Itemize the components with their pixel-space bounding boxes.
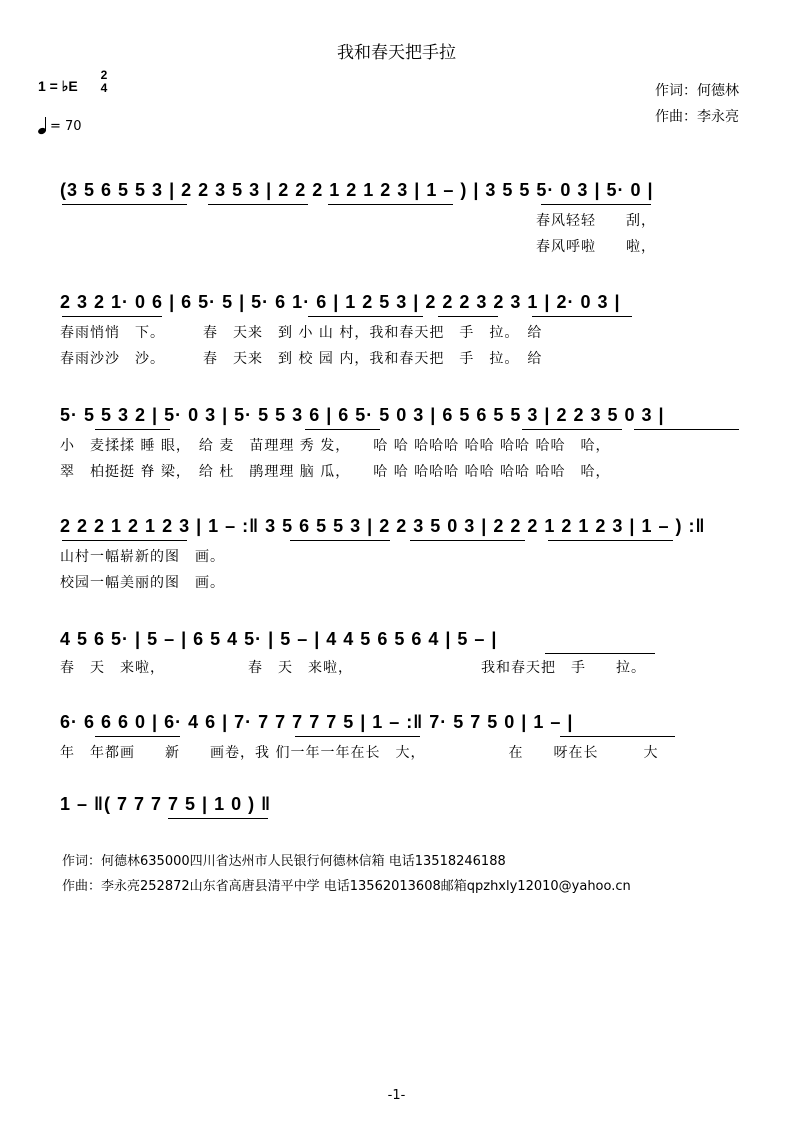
lyric-verse-1: 春雨悄悄 下。 春 天来 到 小 山 村，我和春天把 手 拉。 给 — [60, 325, 543, 341]
beam — [541, 204, 651, 205]
time-signature — [98, 69, 110, 95]
notation-line-2: 2 3 2 1· 0 6 | 6 5· 5 | 5· 6 1· 6 | 1 2 5 3 | 2 2 2 3 2 3 1 | 2· 0 3 | — [60, 292, 621, 312]
beam — [545, 653, 655, 654]
notation-line-6: 6· 6 6 6 0 | 6· 4 6 | 7· 7 7 7 7 7 5 | 1 – :‖ 7· 5 7 5 0 | 1 – | — [60, 712, 574, 732]
beam — [208, 204, 308, 205]
lyric-verse-2: 春风呼啦 啦， — [536, 239, 656, 255]
page-number: -1- — [387, 1088, 406, 1103]
beam — [560, 736, 675, 737]
notation-line-7: 1 – ‖( 7 7 7 7 5 | 1 0 ) ‖ — [60, 794, 272, 814]
beam — [168, 818, 268, 819]
beam — [634, 429, 739, 430]
notation-line-5: 4 5 6 5· | 5 – | 6 5 4 5· | 5 – | 4 4 5 6 5 6 4 | 5 – | — [60, 629, 498, 649]
beam — [95, 429, 170, 430]
lyric-verse-2: 春雨沙沙 沙。 春 天来 到 校 园 内，我和春天把 手 拉。 给 — [60, 351, 543, 367]
key-signature: 1 = ♭E — [38, 78, 78, 94]
notation-line-1: (3 5 6 5 5 3 | 2 2 3 5 3 | 2 2 2 1 2 1 2 3 | 1 – ) | 3 5 5 5· 0 3 | 5· 0 | — [60, 180, 654, 200]
lyric-verse-1: 小 麦揉揉 睡 眼， 给 麦 苗理理 秀 发， 哈 哈 哈哈哈 哈哈 哈哈 哈哈 哈， — [60, 438, 611, 454]
tempo-marking — [38, 118, 82, 134]
composer-contact: 作曲：李永亮252872山东省高唐县清平中学 电话13562013608邮箱qpzhxly12010@yahoo.cn — [62, 879, 631, 894]
lyricist-credit: 作词：何德林 — [655, 83, 739, 99]
lyric-verse-1: 春风轻轻 刮， — [536, 213, 656, 229]
notation-line-4: 2 2 2 1 2 1 2 3 | 1 – :‖ 3 5 6 5 5 3 | 2 2 3 5 0 3 | 2 2 2 1 2 1 2 3 | 1 – ) :‖ — [60, 516, 706, 536]
lyricist-contact: 作词：何德林635000四川省达州市人民银行何德林信箱 电话13518246188 — [62, 854, 506, 869]
quarter-note-icon — [38, 118, 50, 134]
beam — [95, 736, 180, 737]
time-signature-bottom: 4 — [100, 81, 108, 95]
beam — [305, 429, 380, 430]
beam — [532, 316, 632, 317]
beam — [438, 316, 498, 317]
beam — [410, 540, 525, 541]
beam — [290, 540, 390, 541]
beam — [62, 316, 162, 317]
lyric-verse-1: 年 年都画 新 画卷，我 们一年一年在长 大， 在 呀在长 大 — [60, 745, 659, 761]
time-signature-top: 2 — [100, 68, 108, 82]
song-title: 我和春天把手拉 — [337, 43, 456, 63]
beam — [548, 540, 673, 541]
lyric-verse-2: 翠 柏挺挺 脊 梁， 给 杜 鹃理理 脑 瓜， 哈 哈 哈哈哈 哈哈 哈哈 哈哈 哈， — [60, 464, 611, 480]
beam — [295, 736, 420, 737]
beam — [522, 429, 622, 430]
tempo-value: = 70 — [50, 119, 82, 134]
composer-credit: 作曲：李永亮 — [655, 109, 739, 125]
beam — [62, 540, 187, 541]
notation-line-3: 5· 5 5 3 2 | 5· 0 3 | 5· 5 5 3 6 | 6 5· 5 0 3 | 6 5 6 5 5 3 | 2 2 3 5 0 3 | — [60, 405, 665, 425]
beam — [328, 204, 453, 205]
lyric-verse-1: 春 天 来啦， 春 天 来啦， 我和春天把 手 拉。 — [60, 660, 646, 676]
beam — [308, 316, 423, 317]
lyric-verse-1: 山村一幅崭新的图 画。 — [60, 549, 225, 565]
beam — [62, 204, 187, 205]
lyric-verse-2: 校园一幅美丽的图 画。 — [60, 575, 225, 591]
